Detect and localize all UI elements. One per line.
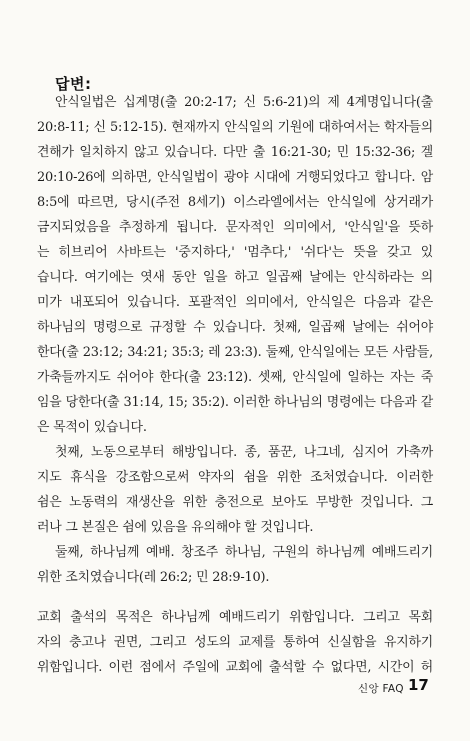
body-line: 임을 당한다(출 31:14, 15; 35:2). 이러한 하나님의 명령에는 다음과 같 [37,395,433,410]
body-line: 은 목적이 있습니다. [37,420,147,435]
body-line: 20:8-11; 신 5:12-15). 현재까지 안식일의 기원에 대하여서는 학자들의 [37,120,433,135]
body-line: 위함입니다. 이런 점에서 주일에 교회에 출석할 수 없다면, 시간이 허 [37,660,433,675]
body-line: 첫째, 노동으로부터 해방입니다. 종, 품꾼, 나그네, 심지어 가축까 [55,445,433,460]
body-line: 자의 충고나 권면, 그리고 성도의 교제를 통하여 신실함을 유지하기 [37,635,433,650]
answer-heading: 답변: [55,75,92,93]
body-line: 20:10-26에 의하면, 안식일법이 광야 시대에 거행되었다고 합니다. 암 [37,170,433,185]
body-line: 위한 조치였습니다(레 26:2; 민 28:9-10). [37,570,270,585]
body-line: 하나님의 명령으로 규정할 수 있습니다. 첫째, 일곱째 날에는 쉬어야 [37,320,433,335]
body-line: 안식일법은 십계명(출 20:2-17; 신 5:6-21)의 제 4계명입니다(출 [55,95,433,110]
body-line: 러나 그 본질은 쉼에 있음을 유의해야 할 것입니다. [37,520,314,535]
body-line: 8:5에 따르면, 당시(주전 8세기) 이스라엘에서는 안식일에 상거래가 [37,195,433,210]
body-line: 교회 출석의 목적은 하나님께 예배드리기 위함입니다. 그리고 목회 [37,610,433,625]
body-line: 쉼은 노동력의 재생산을 위한 충전으로 보아도 무방한 것입니다. 그 [37,495,433,510]
body-line: 금지되었음을 추정하게 됩니다. 문자적인 의미에서, '안식일'을 뜻하 [37,220,433,235]
body-line: 는 히브리어 사바트는 '중지하다,' '멈추다,' '쉬다'는 뜻을 갖고 있 [37,245,433,260]
body-line: 습니다. 여기에는 엿새 동안 일을 하고 일곱째 날에는 안식하라는 의 [37,270,433,285]
page-number: 17 [408,676,429,694]
body-line: 가축들까지도 쉬어야 한다(출 23:12). 셋째, 안식일에 일하는 자는 죽 [37,370,433,385]
body-line: 견해가 일치하지 않고 있습니다. 다만 출 16:21-30; 민 15:32-36; 겔 [37,145,433,160]
body-line: 지도 휴식을 강조함으로써 약자의 쉼을 위한 조처였습니다. 이러한 [37,470,433,485]
body-line: 미가 내포되어 있습니다. 포괄적인 의미에서, 안식일은 다음과 같은 [37,295,433,310]
running-footer-title: 신앙 FAQ [358,683,404,695]
body-line: 한다(출 23:12; 34:21; 35:3; 레 23:3). 둘째, 안식일에는 모든 사람들, [37,345,433,360]
body-line: 둘째, 하나님께 예배. 창조주 하나님, 구원의 하나님께 예배드리기 [55,545,433,560]
